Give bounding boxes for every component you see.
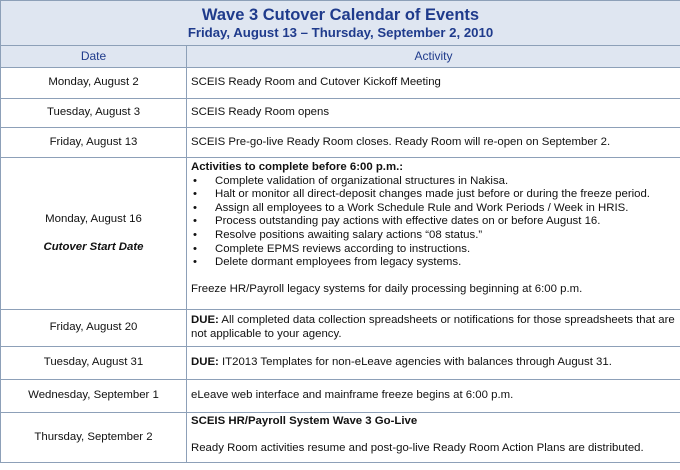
table-row (1, 128, 680, 158)
due-label: DUE: (191, 314, 219, 327)
column-header-date: Date (1, 46, 187, 68)
activity-cell: SCEIS Pre-go-live Ready Room closes. Ready Room will re-open on September 2. (187, 128, 680, 158)
date-cell: Friday, August 13 (1, 128, 187, 158)
page-subtitle: Friday, August 13 – Thursday, September 2, 2010 (187, 25, 494, 40)
list-item: • Complete validation of organizational structures in Nakisa. (191, 175, 676, 189)
date-cell (1, 158, 187, 310)
table-row (1, 380, 680, 413)
due-label: DUE: (191, 356, 219, 369)
freeze-note: Freeze HR/Payroll legacy systems for daily processing beginning at 6:00 p.m. (191, 282, 583, 295)
list-item: • Process outstanding pay actions with effective dates on or before August 16. (191, 215, 676, 229)
activity-cell: eLeave web interface and mainframe freeze begins at 6:00 p.m. (187, 380, 680, 413)
date-cell: Friday, August 20 (1, 310, 187, 347)
go-live-heading: SCEIS HR/Payroll System Wave 3 Go-Live (191, 415, 418, 427)
list-item: • Delete dormant employees from legacy systems. (191, 256, 676, 270)
header-row (1, 46, 680, 68)
activities-heading: Activities to complete before 6:00 p.m.: (191, 161, 404, 173)
date-cell: Tuesday, August 3 (1, 99, 187, 128)
activity-cell (187, 158, 680, 310)
date-cell: Monday, August 2 (1, 68, 187, 99)
table-row (1, 310, 680, 347)
activity-cell (187, 413, 680, 463)
table-row (1, 413, 680, 463)
list-item: • Assign all employees to a Work Schedule Rule and Work Periods / Week in HRIS. (191, 202, 676, 216)
go-live-note: Ready Room activities resume and post-go-live Ready Room Action Plans are distributed. (191, 441, 644, 454)
cutover-start-label: Cutover Start Date (43, 240, 144, 253)
activity-cell: SCEIS Ready Room and Cutover Kickoff Meeting (187, 68, 680, 99)
activity-cell (187, 347, 680, 380)
table-row (1, 347, 680, 380)
list-item: • Halt or monitor all direct-deposit changes made just before or during the freeze period. (191, 188, 676, 202)
column-header-activity: Activity (187, 46, 680, 68)
page-title: Wave 3 Cutover Calendar of Events (201, 6, 480, 24)
date-cell: Thursday, September 2 (1, 413, 187, 463)
activity-cell: SCEIS Ready Room opens (187, 99, 680, 128)
activity-bullet-list (191, 175, 676, 270)
table-row (1, 99, 680, 128)
table-row (1, 68, 680, 99)
list-item: • Complete EPMS reviews according to instructions. (191, 243, 676, 257)
date-text: Monday, August 16 (45, 212, 142, 225)
date-cell: Tuesday, August 31 (1, 347, 187, 380)
list-item: • Resolve positions awaiting salary actions “08 status.” (191, 229, 676, 243)
activity-text: IT2013 Templates for non-eLeave agencies with balances through August 31. (218, 356, 612, 369)
table-row (1, 158, 680, 310)
activity-text: All completed data collection spreadsheets or notifications for those spreadsheets that are not applicable to your agency. (191, 314, 675, 340)
table-title (1, 1, 680, 46)
activity-cell (187, 310, 680, 347)
date-cell: Wednesday, September 1 (1, 380, 187, 413)
